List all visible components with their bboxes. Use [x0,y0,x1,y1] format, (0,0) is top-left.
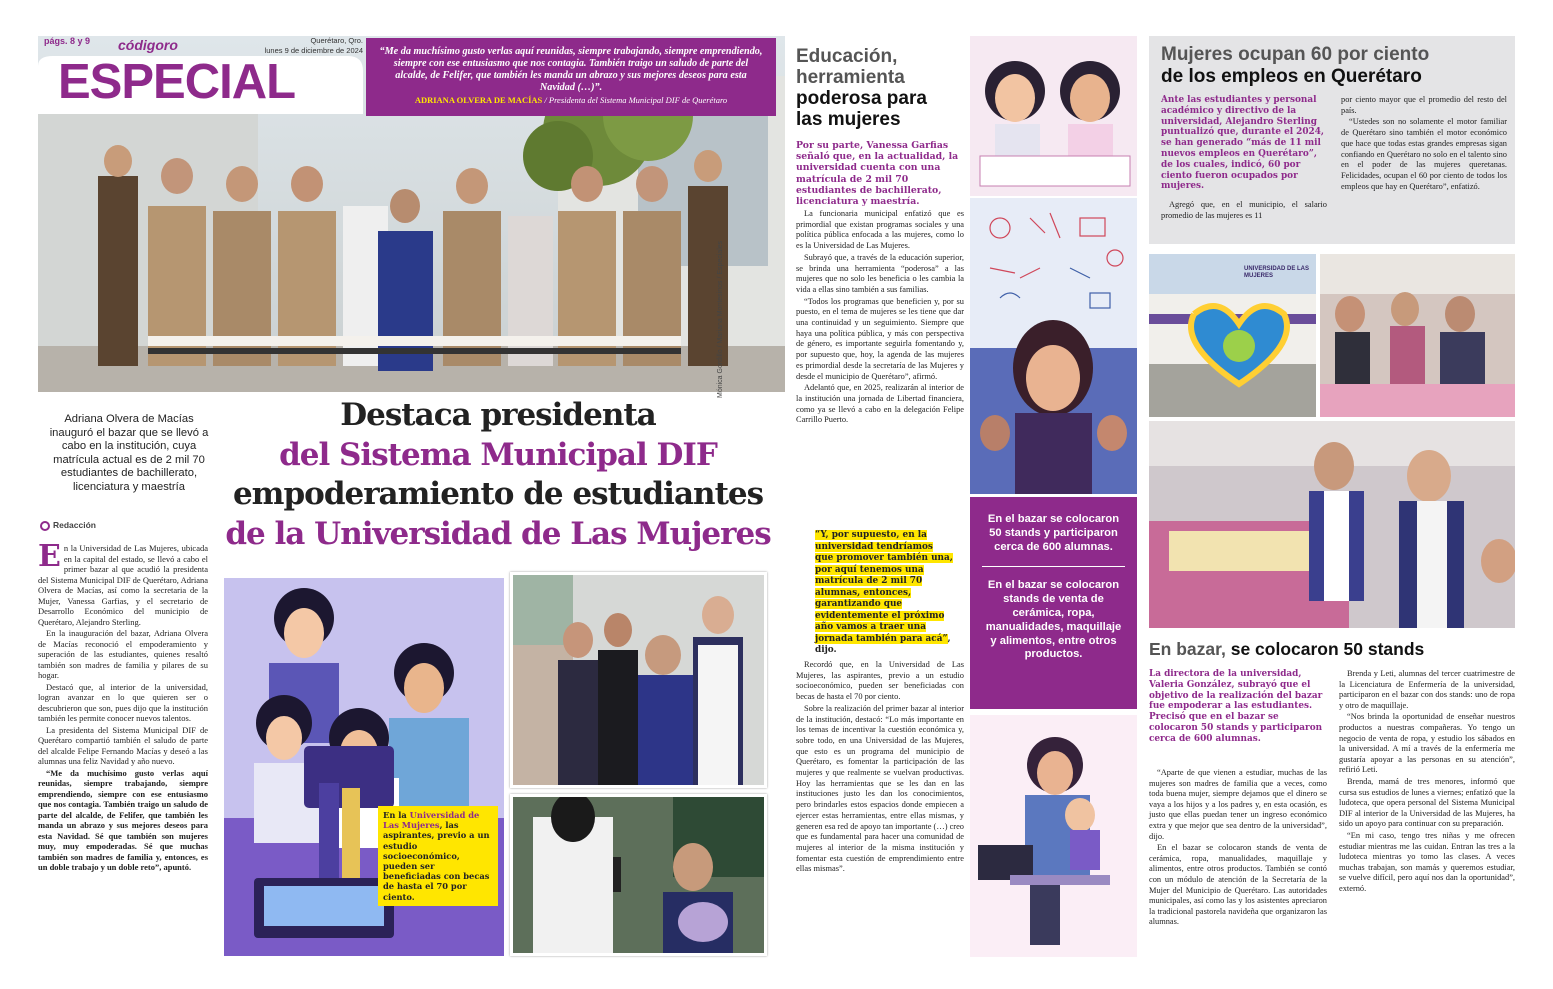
paragraph: La presidenta del Sistema Municipal DIF de Querétaro compartió también el saludo de parte del alcalde Felipe Fernando Macías y deseó a las alumnas una feliz Navidad y año nuevo. [38,724,208,766]
paragraph: Adelantó que, en 2025, realizarán al interior de la institución una jornada de Libertad financiera, como ya se llevó a cabo en la delegación Felipe Carrillo Puerto. [796,383,964,425]
employment-title [1161,44,1511,88]
officials-photo [510,572,767,788]
paragraph: “Nos brinda la oportunidad de enseñar nuestros productos a nuestras compañeras. Yo tengo un negocio de venta de ropa, y estudio los sábados en la universidad. A mí a través de la enfermería me gustaría apoyar a las personas en su atención”, refirió Leti. [1339,712,1515,775]
section-title: ESPECIAL [58,55,296,109]
paragraph: Subrayó que, a través de la educación superior, se brinda una herramienta “poderosa” a las mujeres que no solo les beneficia o les cambia la vida a ellas sino también a sus familias. [796,252,964,294]
brand-logo: códigoro [118,37,178,53]
title-line: poderosa para [796,88,927,109]
headline-line-2: del Sistema Municipal DIF [279,436,717,473]
paragraph: Recordó que, en la Universidad de Las Mujeres, las aspirantes, previo a un estudio socioeconómico, pueden ser beneficiadas con becas de hasta el 70 por ciento. [796,660,964,702]
quote-text: “Me da muchísimo gusto verlas aquí reunidas, siempre trabajando, siempre emprendiendo, siempre con ese entusiasmo que nos contagia. También traigo un saludo de parte del alcalde, de Felifer, que también les manda un abrazo y sus mejores deseos para esta Navidad (…)”. [379,46,763,93]
bazar-stands-photo [1149,421,1515,628]
stands-body-b [1339,669,1515,895]
education-body-2 [796,660,964,876]
byline-icon [40,521,50,531]
interview-photo [510,794,767,956]
stats-divider [982,566,1125,567]
caption-text: En la [383,810,410,820]
paragraph: Agregó que, en el municipio, el salario promedio de las mujeres es 11 [1161,200,1327,220]
university-sign-text: UNIVERSIDAD DE LAS MUJERES [1244,266,1310,279]
caption-emphasis: Universidad de Las Mujeres [383,810,480,831]
title-line: herramienta [796,67,905,88]
headline-line-4: de la Universidad de Las Mujeres [225,515,771,552]
stats-text-b: En el bazar se colocaron stands de venta de cerámica, ropa, manualidades, maquillaje y alimentos, entre otros productos. [985,579,1122,661]
paragraph: “Me da muchísimo gusto verlas aquí reunidas, siempre trabajando, siempre emprendiendo, siempre con ese entusiasmo que nos contagia. También traigo un saludo de parte del alcalde, de Felifer, que también les manda un abrazo y sus mejores deseos para esta Navidad. Sé que también son mujeres muy, muy empoderadas. Sé que muchas también son madres de familia y, entonces, es un doble trabajo y un doble reto”, apuntó. [38,767,208,872]
photo-credit: Mónica Gordillo / Mariana Montesinos / Especiales [717,240,724,398]
paragraph: “Aparte de que vienen a estudiar, muchas de las mujeres son madres de familia que a veces, como toda buena mujer, siempre dejamos que el dinero se vaya a los hijos y a los padres y, en esta ocasión, es justo que ellas puedan tener un ingreso económico extra y que mejor que sea dentro de la universidad”, dijo. [1149,768,1327,841]
caption-students [378,806,498,906]
paragraph: En el bazar se colocaron stands de venta de cerámica, ropa, manualidades, maquillaje y alimentos, entre otros productos. También se contó con un módulo de atención de la Secretaría de la Mujer del Municipio de Querétaro. Las autoridades municipales, así como las y los asistentes apreciaron la tradicional pastorela navideña que organizaron las alumnas. [1149,843,1327,927]
education-section [796,46,964,130]
quote-end: , dijo. [815,633,951,655]
education-lead: Por su parte, Vanessa Garfias señaló que, en la actualidad, la universidad cuenta con una matrícula de 2 mil 70 estudiantes de bachillerato, licenciatura y maestría. [796,140,959,208]
paragraph: Sobre la realización del primer bazar al interior de la institución, destacó: “Lo más importante en los temas de incentivar la cuestión económica y, sobre todo, en una Universidad de las Mujeres, que esto es un programa del municipio de Querétaro, es fomentar la participación de las mujeres y que realmente se vuelvan productivas. Hoy las herramientas que se les dan en las instituciones justo les dan los conocimientos, pero brindarles estos espacios donde empiecen a ejercer estas herramientas, entre ellas mismas, y generen esa red de apoyo tan importante (…) creo que es fundamental para hacer una comunidad de mujeres al interior de la misma institución y fomentar esta cuestión de emprendimiento entre ellas mismas”. [796,703,964,874]
employment-body-b [1341,95,1507,193]
paragraph: n la Universidad de Las Mujeres, ubicada en la capital del estado, se llevó a cabo el primer bazar al que acudió la presidenta del Sistema Municipal DIF de Querétaro, Adriana Olvera de Macías, así como la secretaria de la Mujer, Vanessa Garfias, y el secretario de Desarrollo Económico del municipio de Querétaro, Alejandro Sterling. [38,543,208,627]
paragraph: En la inauguración del bazar, Adriana Olvera de Macías reconoció el empoderamiento y superación de las estudiantes, quienes resaltó también son madres de familia y pilares de su hogar. [38,628,208,680]
employment-lead: Ante las estudiantes y personal académico y directivo de la universidad, Alejandro Sterling puntualizó que, durante el 2024, se han generado “más de 11 mil nuevos empleos en Querétaro”, de los cuales, indicó, 60 por ciento fueron ocupados por mujeres. [1161,95,1324,192]
title-line: Educación, [796,46,898,67]
byline [40,520,96,531]
university-sign-photo [1149,254,1316,417]
stats-text-a: En el bazar se colocaron 50 stands y participaron cerca de 600 alumnas. [987,513,1120,553]
title-line: las mujeres [796,109,901,130]
title-line: Mujeres ocupan 60 por ciento [1161,44,1430,65]
masthead [38,36,363,114]
quote-author: ADRIANA OLVERA DE MACÍAS [414,95,543,105]
title-part: En bazar, [1149,639,1226,659]
education-body [796,209,964,427]
paragraph: La funcionaria municipal enfatizó que es primordial que existan programas sociales y una política pública enfocada a las mujeres, como lo es la Universidad de Las Mujeres. [796,209,964,251]
woman-leader-illustration [970,198,1137,494]
location: Querétaro, Qro. [310,36,363,45]
title-part: se colocaron 50 stands [1225,639,1425,659]
summary: Adriana Olvera de Macías inauguró el bazar que se llevó a cabo en la institución, cuya matrícula actual es de 2 mil 70 estudiantes de bachillerato, licenciatura y maestría [49,413,209,493]
date: lunes 9 de diciembre de 2024 [264,46,363,55]
paragraph: “Ustedes son no solamente el motor familiar de Querétaro sino también el motor económico que hace que todas estas grandes empresas sigan confiando en Querétaro no solo en el talento sino en el poder de las mujeres queretanas. Felicidades, ocupan el 60 por ciento de todos los empleos que hay en Querétaro”, enfatizó. [1341,117,1507,191]
paragraph: por ciento mayor que el promedio del resto del país. [1341,95,1507,115]
drop-cap: E [38,539,61,574]
mother-child-illustration [970,715,1137,957]
paragraph: Brenda y Leti, alumnas del tercer cuatrimestre de la Licenciatura de Enfermería de la universidad, participaron en el bazar con dos stands: uno de ropa y otro de maquillaje. [1339,669,1515,710]
page-numbers: págs. 8 y 9 [44,36,91,46]
headline [218,396,778,554]
quote-attribution [378,95,764,105]
education-title [796,46,964,130]
women-studying-illustration [970,36,1137,196]
highlighted-quote [815,530,953,657]
stands-body-a [1149,768,1327,929]
quote-role: / Presidenta del Sistema Municipal DIF de Querétaro [544,95,728,105]
title-line: de los empleos en Querétaro [1161,66,1422,87]
stats-box [970,497,1137,709]
byline-text: Redacción [53,520,96,530]
article-column-1 [38,539,208,874]
headline-line-3: empoderamiento de estudiantes [232,476,764,512]
stands-lead: La directora de la universidad, Valeria González, subrayó que el objetivo de la realización del bazar fue empoderar a las estudiantes. Precisó que en el bazar se colocaron 50 stands y participaron cerca de 600 alumnas. [1149,669,1323,744]
stands-title [1149,639,1424,660]
paragraph: “Todos los programas que beneficien y, por su puesto, en el tema de mujeres se les tiene que dar una continuidad y un seguimiento. Siempre que haya una política pública, y más con perspectiva de género, es importante seguirla fomentando y, por supuesto que, hoy, la agenda de las mujeres es primordial desde la secretaría de las Mujeres y desde el municipio de Querétaro”, afirmó. [796,296,964,381]
quote-box [366,38,776,116]
paragraph: Brenda, mamá de tres menores, informó que cursa sus estudios de lunes a viernes; enfatizó que la ludoteca, que opera personal del Sistema Municipal DIF al interior de la Universidad de las Mujeres, ha sido un apoyo para continuar con su preparación. [1339,776,1515,829]
paragraph: Destacó que, al interior de la universidad, logran avanzar en lo que quieren ser o descubrieron que son, pues dijo que la institución también les permite conocer nuevos talentos. [38,681,208,723]
bazar-crowd-photo [1320,254,1515,417]
caption-text: , las aspirantes, previo a un estudio socioeconómico, pueden ser beneficiadas con becas de hasta el 70 por ciento. [383,820,490,902]
paragraph: “En mi caso, tengo tres niñas y me ofrecen estudiar mientras me las cuidan. Entran las tres a la ludoteca mientras yo tomo las clases. A veces muchas trabajan, son mamás y queremos estudiar, se vuelve difícil, pero aquí nos dan la oportunidad”, externó. [1339,830,1515,893]
employment-body-a [1161,200,1327,222]
quote-text: “Y, por supuesto, en la universidad tendríamos que promover también una, por aquí tenemos una matrícula de 2 mil 70 alumnas, entonces, garantizando que evidentemente el próximo año vamos a traer una jornada también para acá” [815,530,953,644]
headline-line-1: Destaca presidenta [340,397,656,433]
